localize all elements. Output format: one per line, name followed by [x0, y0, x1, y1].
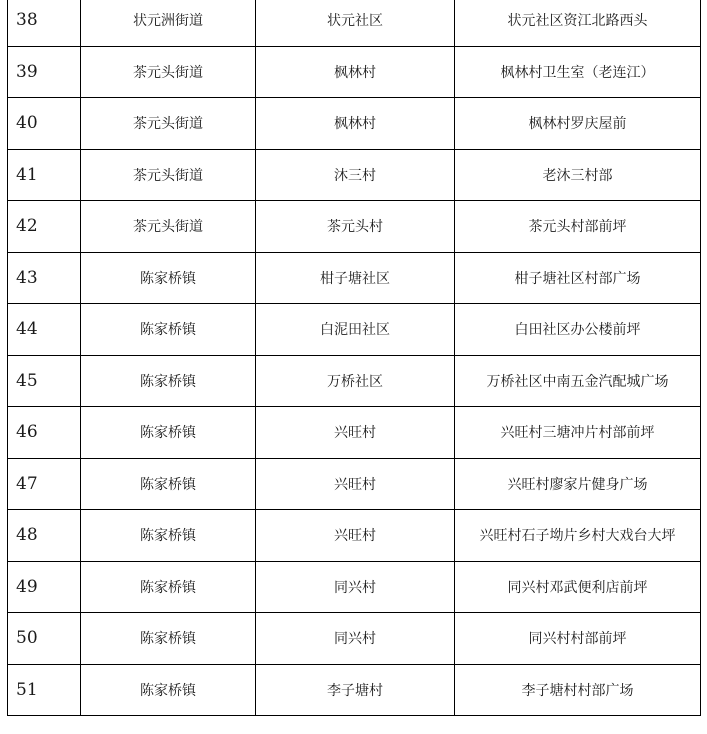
- street-cell: 陈家桥镇: [81, 252, 256, 304]
- table-body: [8, 0, 701, 716]
- village-cell: 白泥田社区: [256, 304, 455, 356]
- row-number: 39: [8, 46, 81, 98]
- village-cell: 兴旺村: [256, 458, 455, 510]
- village-cell: 枫林村: [256, 98, 455, 150]
- village-cell: 万桥社区: [256, 355, 455, 407]
- site-cell: 柑子塘社区村部广场: [455, 252, 701, 304]
- table-row: [8, 664, 701, 716]
- village-cell: 同兴村: [256, 561, 455, 613]
- street-cell: 陈家桥镇: [81, 664, 256, 716]
- site-cell: 兴旺村三塘冲片村部前坪: [455, 407, 701, 459]
- street-cell: 陈家桥镇: [81, 458, 256, 510]
- village-cell: 枫林村: [256, 46, 455, 98]
- village-cell: 茶元头村: [256, 201, 455, 253]
- village-cell: 兴旺村: [256, 407, 455, 459]
- street-cell: 陈家桥镇: [81, 510, 256, 562]
- site-cell: 白田社区办公楼前坪: [455, 304, 701, 356]
- table-row: [8, 149, 701, 201]
- site-cell: 李子塘村村部广场: [455, 664, 701, 716]
- village-cell: 李子塘村: [256, 664, 455, 716]
- street-cell: 茶元头街道: [81, 201, 256, 253]
- street-cell: 陈家桥镇: [81, 304, 256, 356]
- row-number: 49: [8, 561, 81, 613]
- row-number: 38: [8, 0, 81, 46]
- street-cell: 茶元头街道: [81, 149, 256, 201]
- row-number: 45: [8, 355, 81, 407]
- village-cell: 兴旺村: [256, 510, 455, 562]
- table-row: [8, 613, 701, 665]
- street-cell: 陈家桥镇: [81, 355, 256, 407]
- street-cell: 陈家桥镇: [81, 561, 256, 613]
- row-number: 50: [8, 613, 81, 665]
- row-number: 40: [8, 98, 81, 150]
- site-cell: 万桥社区中南五金汽配城广场: [455, 355, 701, 407]
- street-cell: 陈家桥镇: [81, 613, 256, 665]
- village-cell: 柑子塘社区: [256, 252, 455, 304]
- site-cell: 枫林村卫生室（老连江）: [455, 46, 701, 98]
- table-row: [8, 98, 701, 150]
- site-cell: 枫林村罗庆屋前: [455, 98, 701, 150]
- row-number: 41: [8, 149, 81, 201]
- row-number: 43: [8, 252, 81, 304]
- table-row: [8, 407, 701, 459]
- table-row: [8, 252, 701, 304]
- row-number: 47: [8, 458, 81, 510]
- table-row: [8, 46, 701, 98]
- row-number: 46: [8, 407, 81, 459]
- table-row: [8, 201, 701, 253]
- village-cell: 状元社区: [256, 0, 455, 46]
- site-cell: 老沐三村部: [455, 149, 701, 201]
- site-cell: 同兴村邓武便利店前坪: [455, 561, 701, 613]
- table-row: [8, 510, 701, 562]
- row-number: 51: [8, 664, 81, 716]
- table-row: [8, 355, 701, 407]
- table-row: [8, 0, 701, 46]
- table-row: [8, 304, 701, 356]
- table-row: [8, 458, 701, 510]
- village-cell: 沐三村: [256, 149, 455, 201]
- row-number: 48: [8, 510, 81, 562]
- site-cell: 兴旺村石子坳片乡村大戏台大坪: [455, 510, 701, 562]
- row-number: 44: [8, 304, 81, 356]
- site-cell: 状元社区资江北路西头: [455, 0, 701, 46]
- site-cell: 同兴村村部前坪: [455, 613, 701, 665]
- site-cell: 茶元头村部前坪: [455, 201, 701, 253]
- village-cell: 同兴村: [256, 613, 455, 665]
- street-cell: 状元洲街道: [81, 0, 256, 46]
- site-cell: 兴旺村廖家片健身广场: [455, 458, 701, 510]
- row-number: 42: [8, 201, 81, 253]
- street-cell: 陈家桥镇: [81, 407, 256, 459]
- location-table-container: [7, 0, 700, 716]
- street-cell: 茶元头街道: [81, 46, 256, 98]
- location-table: [7, 0, 701, 716]
- street-cell: 茶元头街道: [81, 98, 256, 150]
- table-row: [8, 561, 701, 613]
